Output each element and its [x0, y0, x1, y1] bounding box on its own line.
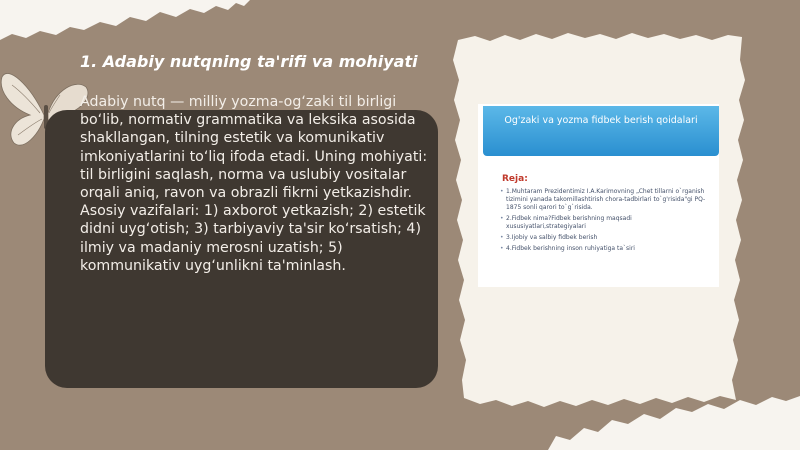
embedded-slide-image [478, 104, 719, 287]
slide-heading: 1. Adabiy nutqning ta'rifi va mohiyati [80, 52, 418, 71]
list-item: • 3.Ijobiy va salbiy fidbek berish [500, 234, 710, 242]
slide-body-text: Adabiy nutq — milliy yozma-og‘zaki til birligi bo‘lib, normativ grammatika va leksika asosida shakllangan, tilning estetik va komunikativ imkoniyatlarini to‘liq ifoda etadi. Uning mohiyati: til birligini saqlash, norma va uslubiy vositalar orqali aniq, ravon va obrazli fikrni yetkazishdir. Asosiy vazifalari: 1) axborot yetkazish; 2) estetik didni uyg‘otish; 3) tarbiyaviy ta'sir ko‘rsatish; 4) ilmiy va madaniy merosni uzatish; 5) kommunikativ uyg‘unlikni ta'minlash. [80, 94, 428, 274]
list-item: • 1.Muhtaram Prezidentimiz I.A.Karimovning „Chet tillarni o`rganish tizimini yanada takomillashtirish chora-tadbirlari to`g'risida"gi PQ-1875 sonli qarori to`g`risida. [500, 188, 710, 212]
embedded-slide-header [483, 106, 719, 156]
embedded-slide-list [500, 188, 710, 256]
embedded-slide-reja-label: Reja: [502, 174, 528, 184]
list-item: • 2.Fidbek nima?Fidbek berishning maqsadi xususiyatlari,strategiyalari [500, 215, 710, 231]
torn-paper-top-left [0, 0, 250, 40]
list-item: • 4.Fidbek berishning inson ruhiyatiga ta`siri [500, 245, 710, 253]
embedded-slide-title: Og'zaki va yozma fidbek berish qoidalari [504, 115, 698, 126]
torn-paper-bottom-right [548, 396, 800, 450]
